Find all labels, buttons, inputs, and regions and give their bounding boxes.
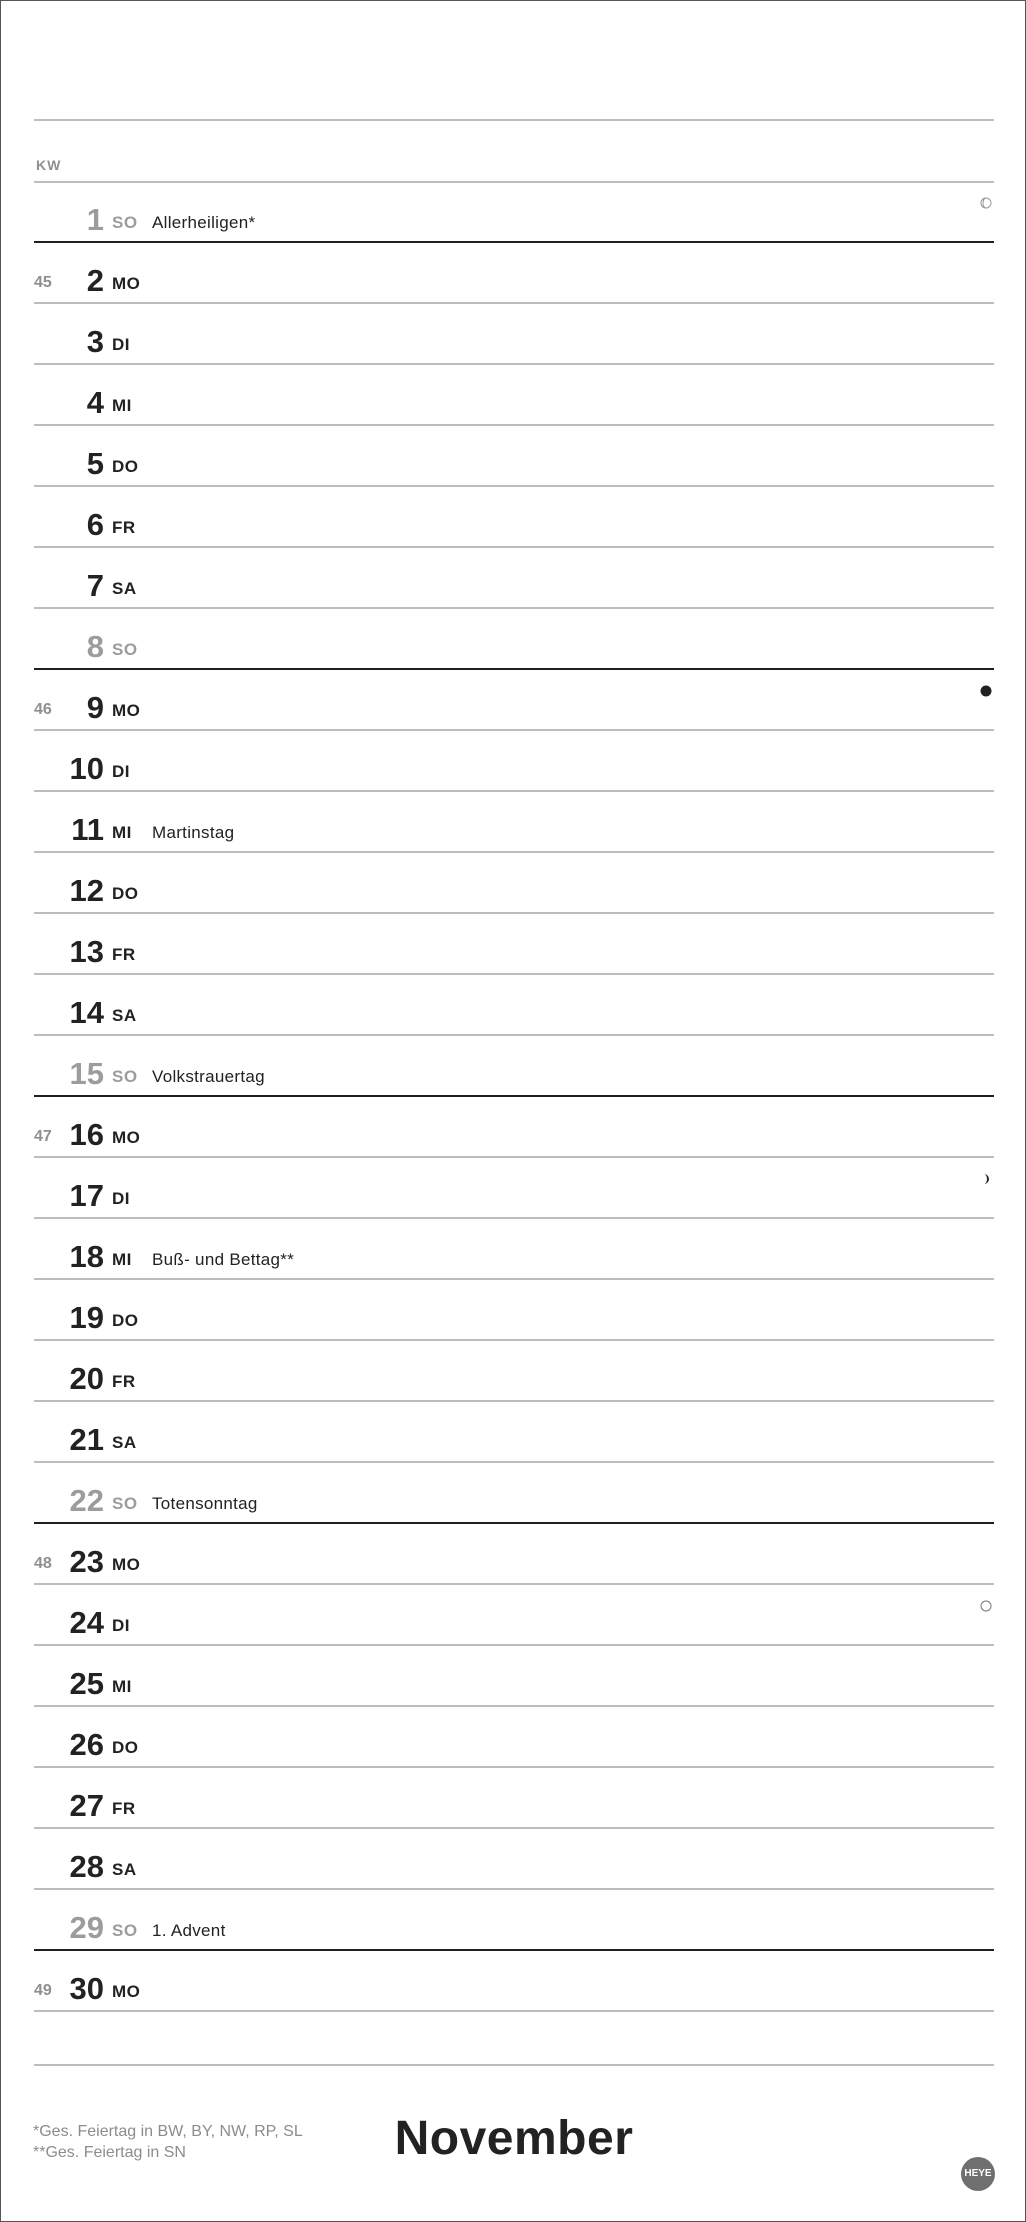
day-row — [34, 792, 994, 853]
weekday-label: SO — [112, 1921, 138, 1940]
day-number: 22 — [69, 1483, 104, 1518]
day-note: 1. Advent — [152, 1921, 226, 1940]
footnote-2: **Ges. Feiertag in SN — [33, 2144, 186, 2161]
week-number: 45 — [34, 274, 52, 291]
weekday-label: MI — [112, 1250, 132, 1269]
day-note: Totensonntag — [152, 1494, 258, 1513]
footnote-1: *Ges. Feiertag in BW, BY, NW, RP, SL — [33, 2123, 303, 2140]
month-title: November — [394, 2112, 634, 2165]
day-row — [34, 182, 994, 243]
bottom-rule — [34, 2064, 994, 2066]
weekday-label: SO — [112, 213, 138, 232]
day-number: 25 — [69, 1666, 104, 1701]
day-number: 30 — [69, 1971, 104, 2006]
day-number: 21 — [69, 1422, 104, 1457]
day-number: 10 — [69, 751, 104, 786]
day-note: Martinstag — [152, 823, 235, 842]
day-row — [34, 1158, 994, 1219]
day-row — [34, 1036, 994, 1097]
weekday-label: DO — [112, 884, 139, 903]
day-number: 12 — [69, 873, 104, 908]
weekday-label: DI — [112, 335, 130, 354]
top-rule — [34, 119, 994, 121]
weekday-label: MI — [112, 1677, 132, 1696]
day-note: Allerheiligen* — [152, 213, 256, 232]
week-number: 46 — [34, 701, 52, 718]
day-row — [34, 670, 994, 731]
day-number: 18 — [69, 1239, 104, 1274]
first-quarter-moon-icon — [980, 1172, 992, 1184]
new-moon-icon — [980, 684, 992, 696]
day-row — [34, 365, 994, 426]
day-number: 29 — [69, 1910, 104, 1945]
day-row — [34, 487, 994, 548]
day-number: 14 — [69, 995, 104, 1030]
weekday-label: FR — [112, 518, 136, 537]
day-row — [34, 1463, 994, 1524]
heye-logo: HEYE — [961, 2157, 995, 2191]
weekday-label: MO — [112, 1555, 141, 1574]
weekday-label: FR — [112, 1372, 136, 1391]
day-number: 2 — [86, 263, 104, 298]
day-row — [34, 1341, 994, 1402]
day-number: 11 — [71, 812, 104, 847]
week-number: 47 — [34, 1128, 52, 1145]
day-number: 15 — [69, 1056, 104, 1091]
day-number: 5 — [86, 446, 104, 481]
day-number: 26 — [69, 1727, 104, 1762]
weekday-label: MO — [112, 274, 141, 293]
day-row — [34, 548, 994, 609]
day-number: 16 — [69, 1117, 104, 1152]
weekday-label: DI — [112, 1616, 130, 1635]
day-note: Buß- und Bettag** — [152, 1250, 295, 1269]
day-row — [34, 1402, 994, 1463]
kw-header: KW — [36, 157, 62, 173]
weekday-label: MO — [112, 1128, 141, 1147]
day-row — [34, 1585, 994, 1646]
row-rule — [34, 2010, 994, 2012]
weekday-label: SA — [112, 579, 137, 598]
day-number: 20 — [69, 1361, 104, 1396]
day-row — [34, 1951, 994, 2012]
weekday-label: FR — [112, 945, 136, 964]
day-row — [34, 975, 994, 1036]
weekday-label: SA — [112, 1006, 137, 1025]
weekday-label: FR — [112, 1799, 136, 1818]
day-number: 1 — [86, 202, 104, 237]
day-row — [34, 914, 994, 975]
day-number: 27 — [69, 1788, 104, 1823]
day-row — [34, 1768, 994, 1829]
day-row — [34, 1829, 994, 1890]
day-number: 3 — [86, 324, 104, 359]
day-row — [34, 1524, 994, 1585]
day-row — [34, 1707, 994, 1768]
day-row — [34, 1890, 994, 1951]
weekday-label: MI — [112, 396, 132, 415]
weekday-label: SA — [112, 1860, 137, 1879]
day-number: 9 — [86, 690, 104, 725]
week-number: 48 — [34, 1555, 52, 1572]
day-number: 8 — [86, 629, 104, 664]
weekday-label: MI — [112, 823, 132, 842]
weekday-label: MO — [112, 701, 141, 720]
day-number: 6 — [86, 507, 104, 542]
day-row — [34, 243, 994, 304]
day-row — [34, 853, 994, 914]
day-row — [34, 1646, 994, 1707]
day-number: 19 — [69, 1300, 104, 1335]
day-note: Volkstrauertag — [152, 1067, 265, 1086]
day-number: 28 — [69, 1849, 104, 1884]
weekday-label: SO — [112, 640, 138, 659]
full-moon-icon — [980, 1599, 992, 1611]
weekday-label: SA — [112, 1433, 137, 1452]
day-number: 13 — [69, 934, 104, 969]
day-row — [34, 1097, 994, 1158]
day-number: 17 — [69, 1178, 104, 1213]
day-row — [34, 1280, 994, 1341]
weekday-label: DI — [112, 762, 130, 781]
weekday-label: SO — [112, 1067, 138, 1086]
weekday-label: MO — [112, 1982, 141, 2001]
weekday-label: DO — [112, 457, 139, 476]
day-row — [34, 1219, 994, 1280]
weekday-label: SO — [112, 1494, 138, 1513]
weekday-label: DO — [112, 1738, 139, 1757]
day-row — [34, 304, 994, 365]
day-row — [34, 426, 994, 487]
week-number: 49 — [34, 1982, 52, 1999]
day-row — [34, 609, 994, 670]
day-number: 24 — [69, 1605, 104, 1640]
day-number: 23 — [69, 1544, 104, 1579]
weekday-label: DO — [112, 1311, 139, 1330]
day-number: 7 — [86, 568, 104, 603]
day-row — [34, 731, 994, 792]
last-quarter-moon-icon — [980, 196, 992, 208]
weekday-label: DI — [112, 1189, 130, 1208]
day-number: 4 — [86, 385, 104, 420]
